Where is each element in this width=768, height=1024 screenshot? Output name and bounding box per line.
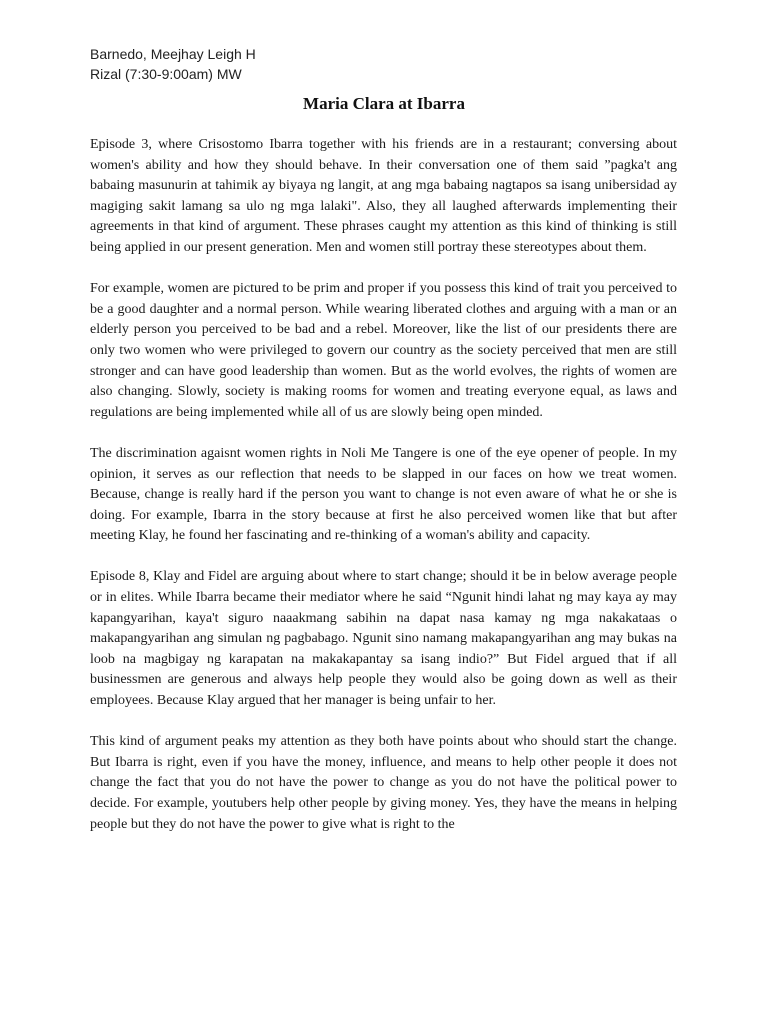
document-title: Maria Clara at Ibarra — [303, 94, 465, 113]
paragraph: The discrimination agaisnt women rights in Noli Me Tangere is one of the eye opener of people. In my opinion, it serves as our reflection that needs to be slapped in our faces on how we treat women. Because, change is really hard if the person you want to change is not even aware of what he or she is doing. For example, Ibarra in the story because at first he also perceived women like that but after meeting Klay, he found her fascinating and re-thinking of a woman's ability and capacity. — [90, 445, 677, 544]
document-body — [90, 135, 677, 856]
paragraph: For example, women are pictured to be prim and proper if you possess this kind of trait you perceived to be a good daughter and a normal person. While wearing liberated clothes and arguing with a man or an elderly person you perceived to be bad and a rebel. Moreover, like the list of our presidents there are only two women who were privileged to govern our country as the society perceived that men are still stronger and can have good leadership than women. But as the world evolves, the rights of women are also changing. Slowly, society is making rooms for women and treating everyone equal, as laws and regulations are being implemented while all of us are slowly being open minded. — [90, 281, 677, 420]
paragraph: Episode 8, Klay and Fidel are arguing about where to start change; should it be in below average people or in elites. While Ibarra became their mediator where he said “Ngunit hindi lahat ng may kaya ay may kapangyarihan, kaya't siguro naaakmang sabihin na dapat nasa kamay ng mga nakakataas o makapangyarihan ang simulan ng pagbabago. Ngunit sino namang makapangyarihan ang may bukas na loob na magbigay ng karapatan na makakapantay sa isang indio?” But Fidel argued that if all businessmen are generous and always help people they would also be going down as well as their employees. Because Klay argued that her manager is being unfair to her. — [90, 569, 677, 709]
author-name: Barnedo, Meejhay Leigh H — [90, 46, 256, 62]
class-schedule: Rizal (7:30-9:00am) MW — [90, 66, 242, 82]
document-header — [90, 44, 256, 84]
paragraph: This kind of argument peaks my attention as they both have points about who should start the change. But Ibarra is right, even if you have the money, influence, and means to help other people it does not change the fact that you do not have the power to change as you do not have the political power to decide. For example, youtubers help other people by giving money. Yes, they have the means in helping people but they do not have the power to give what is right to the — [90, 734, 677, 832]
paragraph: Episode 3, where Crisostomo Ibarra together with his friends are in a restaurant; conversing about women's ability and how they should behave. In their conversation one of them said ”pagka't ang babaing masunurin at tahimik ay biyaya ng langit, at ang mga babaing nagtapos sa isang unibersidad ay magiging sakit lamang sa ulo ng mga lalaki". Also, they all laughed afterwards implementing their agreements in that kind of argument. These phrases caught my attention as this kind of thinking is still being applied in our present generation. Men and women still portray these stereotypes about them. — [90, 137, 677, 255]
